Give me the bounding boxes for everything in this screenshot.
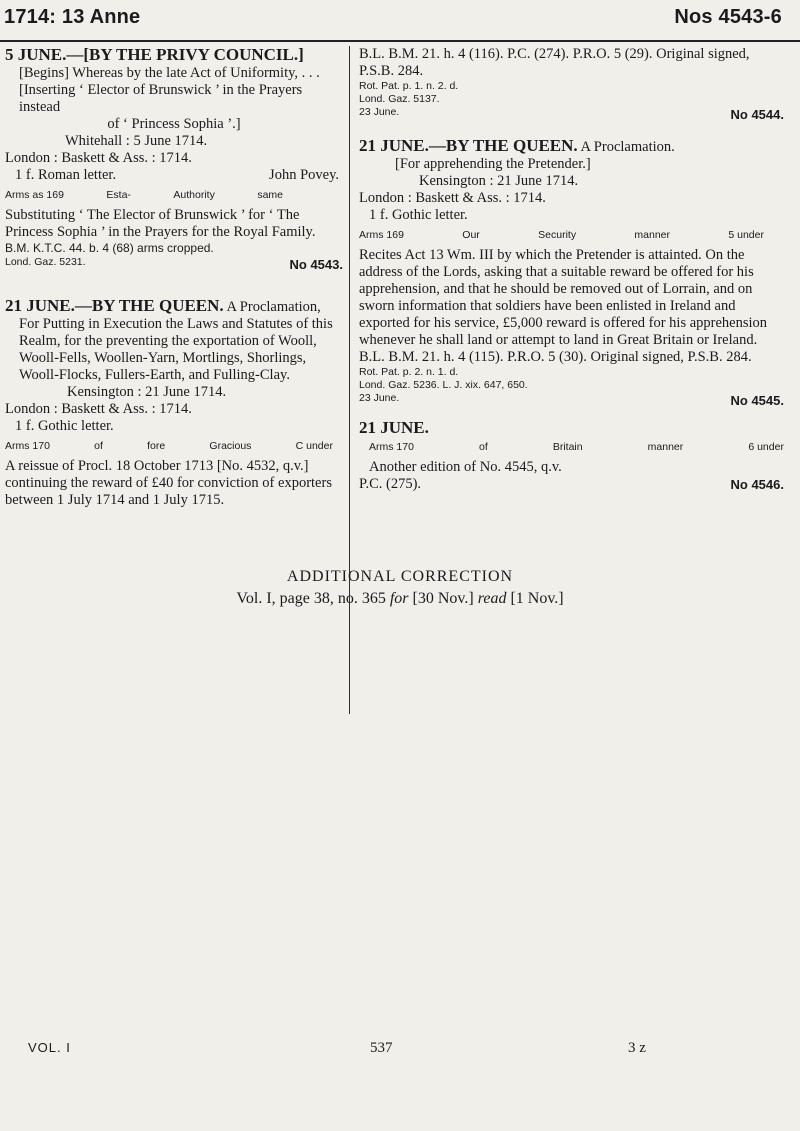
entry-4543-note: Substituting ‘ The Elector of Brunswick ’ for ‘ The Princess Sophia ’ in the Prayers for the Royal Family. <box>5 207 316 240</box>
entry-4545 <box>359 137 784 409</box>
entry-4545-place: Kensington : 21 June 1714. <box>419 173 579 189</box>
correction-old: [30 Nov.] <box>412 590 474 607</box>
arms-field: Arms as 169 <box>5 189 64 201</box>
entry-4543-begins: [Begins] Whereas by the late Act of Uniformity, . . . [Inserting ‘ Elector of Brunswick ’ in the Prayers instead <box>19 65 320 115</box>
header-left: 1714: 13 Anne <box>4 6 141 28</box>
footer-volume: VOL. I <box>28 1040 71 1055</box>
entry-wool-heading: 21 JUNE.—BY THE QUEEN. <box>5 296 224 315</box>
arms-field: fore <box>147 440 166 452</box>
arms-field: Britain <box>552 441 583 453</box>
entry-wool-printer: London : Baskett & Ass. : 1714. <box>5 401 192 417</box>
entry-wool-place: Kensington : 21 June 1714. <box>67 384 227 400</box>
left-column <box>5 46 343 519</box>
arms-field: Our <box>462 229 480 241</box>
entry-4543-place: Whitehall : 5 June 1714. <box>65 133 208 149</box>
additional-correction-title: ADDITIONAL CORRECTION <box>286 568 514 585</box>
footer-signature: 3 z <box>628 1040 646 1056</box>
entry-4543-format: 1 f. Roman letter. <box>15 167 117 183</box>
entry-4543-refrow <box>5 256 343 273</box>
arms-field: Authority <box>173 189 215 201</box>
entry-4543-gazette: Lond. Gaz. 5231. <box>5 256 86 268</box>
correction-for: for <box>389 590 409 607</box>
header-rule <box>0 40 800 42</box>
correction-new: [1 Nov.] <box>510 590 564 607</box>
entry-4544-tail <box>359 46 784 123</box>
entry-4545-head <box>359 137 784 156</box>
entry-21-june-wool <box>5 297 343 509</box>
arms-field: Security <box>538 229 577 241</box>
entry-4546-refrow <box>359 476 784 493</box>
entry-4543-printer: London : Baskett & Ass. : 1714. <box>5 150 192 166</box>
entry-4544-ref1: Rot. Pat. p. 1. n. 2. d. <box>359 80 459 92</box>
arms-field: 6 under <box>748 441 784 453</box>
entry-wool-arms <box>5 438 343 455</box>
header-right: Nos 4543-6 <box>674 6 782 28</box>
entry-wool-text <box>5 297 343 384</box>
entry-4545-location: B.L. B.M. 21. h. 4 (115). P.R.O. 5 (30). Original signed, P.S.B. 284. <box>359 349 752 365</box>
entry-4545-number: No 4545. <box>730 393 784 408</box>
entry-4544-number: No 4544. <box>730 107 784 122</box>
arms-field: manner <box>647 441 684 453</box>
entry-4543-number: No 4543. <box>289 257 343 272</box>
entry-4545-heading-tail: A Proclamation. <box>580 139 675 155</box>
arms-field: Arms 169 <box>359 229 404 241</box>
entry-4546 <box>359 419 784 493</box>
entry-4546-arms <box>359 439 784 456</box>
column-divider <box>349 46 350 714</box>
entry-wool-note: A reissue of Procl. 18 October 1713 [No. 4532, q.v.] continuing the reward of £40 for conviction of exporters between 1 July 1714 and 1 July 1715. <box>5 458 332 508</box>
entry-4546-location: P.C. (275). <box>359 476 422 492</box>
entry-4546-note: Another edition of No. 4545, q.v. <box>369 459 562 475</box>
entry-4543-arms <box>5 187 343 204</box>
entry-4545-note: Recites Act 13 Wm. III by which the Pretender is attainted. On the address of the Lords, asking that a suitable reward be offered for his apprehension, and that he should be removed out of Lorrain, and on sworn information that soldiers have been enlisted in Ireland and exported for his service, £5,000 reward is offered for his apprehension whenever he shall land or attempt to land in Great Britain or Ireland. <box>359 247 768 348</box>
entry-4545-format: 1 f. Gothic letter. <box>369 207 468 223</box>
entry-4544-ref3: 23 June. <box>359 106 400 118</box>
entry-4543-format-row <box>5 167 343 184</box>
entry-4545-ref3: 23 June. <box>359 392 400 404</box>
entry-4543 <box>5 46 343 273</box>
correction-read: read <box>477 590 507 607</box>
entry-4545-ref2: Lond. Gaz. 5236. L. J. xix. 647, 650. <box>359 379 528 391</box>
entry-4545-arms <box>359 227 784 244</box>
arms-field: Arms 170 <box>5 440 50 452</box>
entry-4545-heading: 21 JUNE.—BY THE QUEEN. <box>359 136 578 155</box>
entry-4546-heading: 21 JUNE. <box>359 418 429 437</box>
correction-ref: Vol. I, page 38, no. 365 <box>236 590 386 607</box>
entry-4543-signed: John Povey. <box>269 167 339 183</box>
arms-field: 5 under <box>728 229 764 241</box>
entry-4543-insertion: of ‘ Princess Sophia ’.] <box>107 116 241 132</box>
arms-field: Arms 170 <box>369 441 414 453</box>
additional-correction <box>0 566 800 610</box>
right-column <box>359 46 784 503</box>
entry-4544-ref2: Lond. Gaz. 5137. <box>359 93 440 105</box>
arms-field: of <box>479 441 488 453</box>
entry-wool-format: 1 f. Gothic letter. <box>15 418 114 434</box>
arms-field: manner <box>634 229 671 241</box>
entry-wool-title: A Proclamation, For Putting in Execution the Laws and Statutes of this Realm, for the preventing the exportation of Wooll, Wooll-Fells, Woollen-Yarn, Mortlings, Shorlings, Wooll-Flocks, Fullers-Earth, and Fulling-Clay. <box>19 299 333 383</box>
entry-4545-printer: London : Baskett & Ass. : 1714. <box>359 190 546 206</box>
running-header <box>0 0 800 42</box>
entry-4543-text <box>5 46 343 116</box>
entry-4546-number: No 4546. <box>730 477 784 492</box>
arms-field: Gracious <box>209 440 252 452</box>
arms-field: C under <box>295 440 333 452</box>
entry-4543-location: B.M. K.T.C. 44. b. 4 (68) arms cropped. <box>5 241 214 255</box>
entry-4544-refrow <box>359 106 784 123</box>
arms-field: Esta- <box>106 189 131 201</box>
entry-4544-location: B.L. B.M. 21. h. 4 (116). P.C. (274). P.R.O. 5 (29). Original signed, P.S.B. 284. <box>359 46 750 79</box>
footer-page-number: 537 <box>370 1040 393 1056</box>
entry-4543-heading: 5 JUNE.—[BY THE PRIVY COUNCIL.] <box>5 45 304 64</box>
entry-4545-refrow <box>359 392 784 409</box>
entry-4545-ref1: Rot. Pat. p. 2. n. 1. d. <box>359 366 459 378</box>
additional-correction-text <box>0 588 800 610</box>
entry-4545-sub: [For apprehending the Pretender.] <box>395 156 591 172</box>
arms-field: same <box>257 189 283 201</box>
arms-field: of <box>94 440 103 452</box>
